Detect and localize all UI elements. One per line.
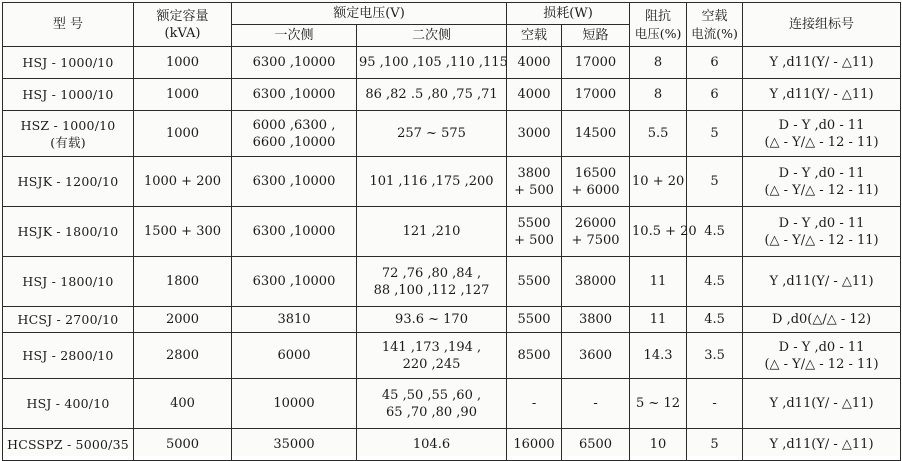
cell-short-loss — [562, 207, 630, 257]
cell-primary-voltage — [232, 157, 357, 207]
cell-vector-group-line: D - Y ,d0 - 11 — [778, 117, 865, 133]
cell-vector-group-line: (△ - Y/△ - 12 - 11) — [764, 134, 879, 150]
cell-model-line: HSJ - 1000/10 — [22, 87, 114, 102]
cell-primary-voltage-line: 6300 ,10000 — [252, 55, 336, 70]
header-noload-current — [687, 3, 743, 47]
cell-model-line: HSZ - 1000/10 — [20, 117, 116, 133]
cell-vector-group — [743, 157, 901, 207]
cell-impedance-line: 5 ~ 12 — [636, 396, 681, 411]
cell-short-loss-line: 16500 — [574, 165, 617, 181]
cell-noload-current — [687, 157, 743, 207]
cell-secondary-voltage-line: 101 ,116 ,175 ,200 — [369, 174, 494, 189]
cell-model-line: (有载) — [50, 134, 86, 150]
cell-noload-loss-line: 3800 — [517, 165, 551, 181]
cell-primary-voltage-line: 6600 ,10000 — [252, 134, 336, 150]
cell-primary-voltage-line: 35000 — [273, 437, 315, 452]
cell-primary-voltage — [232, 47, 357, 79]
cell-noload-loss-line: 3000 — [517, 126, 551, 141]
cell-noload-loss — [507, 379, 562, 429]
cell-primary-voltage — [232, 379, 357, 429]
cell-noload-current — [687, 257, 743, 307]
cell-impedance — [630, 379, 687, 429]
cell-vector-group — [743, 307, 901, 333]
cell-short-loss-line: + 7500 — [571, 232, 620, 248]
cell-model — [3, 47, 134, 79]
cell-vector-group-line: Y ,d11(Y/ - △11) — [769, 437, 874, 452]
table-row — [3, 307, 901, 333]
cell-capacity-line: 2000 — [165, 312, 200, 327]
header-loss-short-label: 短路 — [582, 28, 609, 43]
cell-noload-loss-line: 16000 — [513, 437, 555, 452]
cell-primary-voltage-line: 6300 ,10000 — [252, 87, 336, 102]
cell-vector-group — [743, 111, 901, 157]
table-row — [3, 207, 901, 257]
cell-impedance-line: 10 + 20 — [632, 174, 685, 189]
cell-secondary-voltage-line: 72 ,76 ,80 ,84 , — [381, 265, 482, 281]
cell-secondary-voltage — [357, 157, 507, 207]
cell-noload-current — [687, 307, 743, 333]
cell-short-loss — [562, 111, 630, 157]
cell-noload-current — [687, 379, 743, 429]
cell-capacity — [134, 207, 232, 257]
cell-vector-group-line: Y ,d11(Y/ - △11) — [769, 87, 874, 102]
table-row — [3, 429, 901, 461]
cell-vector-group — [743, 47, 901, 79]
cell-secondary-voltage-line: 104.6 — [412, 437, 451, 452]
cell-impedance-line: 11 — [649, 312, 667, 327]
cell-noload-current-line: 6 — [710, 87, 719, 102]
cell-vector-group — [743, 429, 901, 461]
cell-model — [3, 257, 134, 307]
table-row — [3, 379, 901, 429]
cell-impedance-line: 8 — [653, 87, 663, 102]
cell-capacity — [134, 157, 232, 207]
cell-noload-loss-line: 5500 — [517, 312, 551, 327]
cell-noload-current — [687, 79, 743, 111]
cell-model — [3, 79, 134, 111]
table-row — [3, 333, 901, 379]
cell-noload-loss — [507, 111, 562, 157]
cell-vector-group-line: D - Y ,d0 - 11 — [778, 165, 865, 181]
cell-short-loss-line: + 6000 — [571, 182, 620, 198]
cell-short-loss — [562, 257, 630, 307]
cell-capacity-line: 1000 — [165, 126, 200, 141]
table-row — [3, 79, 901, 111]
cell-noload-current-line: 5 — [710, 437, 719, 452]
cell-vector-group-line: Y ,d11(Y/ - △11) — [769, 55, 874, 70]
cell-vector-group — [743, 207, 901, 257]
cell-noload-loss-line: 8500 — [517, 348, 551, 363]
cell-capacity-line: 1500 + 300 — [143, 224, 222, 239]
cell-noload-current — [687, 333, 743, 379]
cell-model — [3, 379, 134, 429]
cell-impedance-line: 14.3 — [643, 348, 673, 363]
cell-capacity — [134, 307, 232, 333]
header-voltage-secondary-label: 二次侧 — [412, 28, 452, 43]
cell-short-loss-line: 17000 — [574, 55, 617, 70]
cell-capacity — [134, 111, 232, 157]
header-vector-group-label: 连接组标号 — [789, 17, 855, 32]
cell-short-loss-line: 17000 — [574, 87, 617, 102]
cell-secondary-voltage — [357, 333, 507, 379]
cell-short-loss — [562, 333, 630, 379]
cell-noload-loss — [507, 79, 562, 111]
cell-noload-current — [687, 47, 743, 79]
cell-capacity-line: 1000 + 200 — [143, 174, 222, 189]
cell-capacity — [134, 79, 232, 111]
header-loss-label: 损耗(W) — [543, 6, 593, 21]
cell-capacity-line: 1000 — [165, 87, 200, 102]
cell-vector-group — [743, 79, 901, 111]
cell-vector-group-line: D ,d0(△/△ - 12) — [772, 312, 872, 327]
cell-capacity-line: 400 — [170, 396, 195, 411]
cell-impedance — [630, 79, 687, 111]
cell-primary-voltage-line: 6300 ,10000 — [252, 224, 336, 239]
cell-capacity — [134, 333, 232, 379]
cell-secondary-voltage-line: 45 ,50 ,55 ,60 , — [381, 387, 482, 403]
cell-impedance — [630, 207, 697, 257]
cell-impedance — [630, 157, 687, 207]
header-loss — [507, 3, 630, 25]
cell-noload-current — [687, 429, 743, 461]
cell-noload-current-line: - — [712, 396, 717, 411]
cell-noload-current-line: 3.5 — [704, 348, 725, 363]
cell-capacity — [134, 429, 232, 461]
cell-vector-group — [743, 333, 901, 379]
header-impedance-line2: 电压(%) — [634, 25, 682, 41]
table-body — [3, 47, 901, 461]
cell-secondary-voltage — [357, 79, 507, 111]
cell-noload-current-line: 4.5 — [704, 274, 725, 289]
cell-noload-loss — [507, 333, 562, 379]
cell-short-loss — [562, 379, 630, 429]
cell-vector-group — [743, 257, 901, 307]
cell-primary-voltage — [232, 207, 357, 257]
cell-model — [3, 333, 134, 379]
cell-short-loss-line: - — [593, 396, 598, 411]
cell-primary-voltage-line: 6000 ,6300 , — [252, 117, 336, 133]
cell-short-loss — [562, 47, 630, 79]
cell-secondary-voltage — [357, 257, 507, 307]
cell-secondary-voltage-line: 86 ,82 .5 ,80 ,75 ,71 — [365, 87, 498, 102]
header-voltage-primary-label: 一次侧 — [274, 28, 314, 43]
cell-model — [3, 207, 134, 257]
cell-impedance-line: 5.5 — [647, 126, 669, 141]
cell-secondary-voltage-line: 121 ,210 — [402, 224, 461, 239]
cell-vector-group — [743, 379, 901, 429]
header-model-label: 型 号 — [52, 17, 84, 32]
cell-short-loss-line: 14500 — [574, 126, 617, 141]
cell-primary-voltage — [232, 333, 357, 379]
transformer-spec-table — [2, 2, 901, 461]
cell-model-line: HSJK - 1800/10 — [17, 224, 119, 239]
cell-primary-voltage — [232, 307, 357, 333]
cell-model — [3, 157, 134, 207]
header-loss-short — [562, 25, 630, 47]
cell-model-line: HSJ - 400/10 — [26, 396, 110, 411]
cell-capacity-line: 1800 — [165, 274, 200, 289]
cell-noload-loss-line: + 500 — [514, 232, 554, 248]
cell-model — [3, 111, 134, 157]
cell-noload-current-line: 5 — [710, 174, 719, 189]
cell-noload-current-line: 6 — [710, 55, 719, 70]
cell-noload-loss-line: 5500 — [517, 274, 551, 289]
cell-noload-loss — [507, 47, 562, 79]
cell-noload-loss — [507, 157, 562, 207]
table-row — [3, 111, 901, 157]
cell-impedance-line: 8 — [653, 55, 663, 70]
cell-model-line: HSJ - 2800/10 — [22, 348, 114, 363]
cell-capacity-line: 1000 — [165, 55, 200, 70]
cell-short-loss-line: 26000 — [574, 215, 617, 231]
cell-noload-current-line: 4.5 — [704, 224, 725, 239]
header-capacity-line2: (kVA) — [164, 25, 201, 41]
header-impedance-line1: 阻抗 — [645, 8, 672, 24]
cell-impedance — [630, 257, 687, 307]
cell-secondary-voltage — [357, 307, 507, 333]
cell-noload-loss-line: + 500 — [514, 182, 554, 198]
header-voltage-secondary — [357, 25, 507, 47]
cell-impedance — [630, 47, 687, 79]
cell-primary-voltage-line: 6300 ,10000 — [252, 174, 336, 189]
cell-noload-loss — [507, 307, 562, 333]
cell-primary-voltage — [232, 79, 357, 111]
cell-primary-voltage — [232, 111, 357, 157]
header-capacity-line1: 额定容量 — [156, 8, 209, 24]
cell-vector-group-line: D - Y ,d0 - 11 — [778, 215, 865, 231]
table-row — [3, 157, 901, 207]
cell-capacity-line: 5000 — [165, 437, 200, 452]
cell-secondary-voltage-line: 95 ,100 ,105 ,110 ,115 — [359, 55, 508, 70]
cell-short-loss — [562, 307, 630, 333]
cell-capacity — [134, 257, 232, 307]
cell-model-line: HSJ - 1800/10 — [22, 274, 114, 289]
cell-secondary-voltage — [357, 47, 507, 79]
header-vector-group — [743, 3, 901, 47]
cell-secondary-voltage — [357, 111, 507, 157]
cell-impedance — [630, 429, 687, 461]
cell-secondary-voltage-line: 93.6 ~ 170 — [395, 312, 468, 327]
cell-vector-group-line: (△ - Y/△ - 12 - 11) — [764, 356, 879, 372]
cell-model-line: HSJK - 1200/10 — [17, 174, 119, 189]
cell-impedance-line: 10.5 + 20 — [632, 224, 697, 239]
cell-primary-voltage — [232, 429, 357, 461]
header-capacity — [134, 3, 232, 47]
cell-capacity-line: 2800 — [165, 348, 200, 363]
header-model — [3, 3, 134, 47]
cell-noload-loss — [507, 257, 562, 307]
cell-impedance — [630, 307, 687, 333]
cell-secondary-voltage — [357, 207, 507, 257]
cell-primary-voltage-line: 10000 — [273, 396, 315, 411]
cell-vector-group-line: Y ,d11(Y/ - △11) — [769, 274, 874, 289]
header-voltage-primary — [232, 25, 357, 47]
cell-impedance-line: 10 — [649, 437, 667, 452]
cell-secondary-voltage-line: 141 ,173 ,194 , — [381, 339, 482, 355]
cell-capacity — [134, 47, 232, 79]
cell-impedance — [630, 333, 687, 379]
cell-noload-loss-line: 4000 — [517, 55, 551, 70]
cell-vector-group-line: D - Y ,d0 - 11 — [778, 339, 865, 355]
cell-model-line: HSJ - 1000/10 — [22, 55, 114, 70]
table-header — [3, 3, 901, 47]
cell-secondary-voltage-line: 220 ,245 — [402, 356, 461, 372]
cell-noload-current-line: 5 — [710, 126, 719, 141]
cell-noload-current-line: 4.5 — [704, 312, 725, 327]
cell-capacity — [134, 379, 232, 429]
cell-secondary-voltage — [357, 379, 507, 429]
cell-secondary-voltage-line: 88 ,100 ,112 ,127 — [373, 282, 490, 298]
cell-impedance-line: 11 — [649, 274, 667, 289]
header-loss-noload-label: 空载 — [521, 28, 548, 43]
header-noload-current-line2: 电流(%) — [691, 25, 738, 41]
cell-model — [3, 429, 134, 461]
header-voltage — [232, 3, 507, 25]
header-loss-noload — [507, 25, 562, 47]
header-noload-current-line1: 空载 — [701, 8, 728, 24]
cell-model-line: HCSJ - 2700/10 — [17, 312, 119, 327]
cell-noload-loss-line: 5500 — [517, 215, 551, 231]
cell-secondary-voltage-line: 65 ,70 ,80 ,90 — [386, 404, 477, 420]
header-impedance — [630, 3, 687, 47]
cell-short-loss-line: 38000 — [574, 274, 617, 289]
cell-secondary-voltage — [357, 429, 507, 461]
cell-noload-loss-line: 4000 — [517, 87, 551, 102]
cell-primary-voltage-line: 6000 — [277, 348, 311, 363]
table-row — [3, 257, 901, 307]
cell-noload-loss — [507, 429, 562, 461]
cell-short-loss-line: 3800 — [578, 312, 613, 327]
cell-vector-group-line: (△ - Y/△ - 12 - 11) — [764, 232, 879, 248]
table-row — [3, 47, 901, 79]
header-voltage-label: 额定电压(V) — [333, 6, 405, 21]
cell-primary-voltage — [232, 257, 357, 307]
cell-impedance — [630, 111, 687, 157]
cell-noload-current — [687, 111, 743, 157]
cell-vector-group-line: (△ - Y/△ - 12 - 11) — [764, 182, 879, 198]
cell-short-loss-line: 6500 — [578, 437, 613, 452]
cell-model — [3, 307, 134, 333]
cell-short-loss — [562, 429, 630, 461]
cell-model-line: HCSSPZ - 5000/35 — [7, 437, 129, 452]
cell-noload-loss — [507, 207, 562, 257]
cell-primary-voltage-line: 3810 — [277, 312, 311, 327]
cell-short-loss — [562, 79, 630, 111]
cell-short-loss-line: 3600 — [578, 348, 613, 363]
cell-short-loss — [562, 157, 630, 207]
cell-secondary-voltage-line: 257 ~ 575 — [397, 126, 466, 141]
cell-noload-loss-line: - — [531, 396, 537, 411]
cell-vector-group-line: Y ,d11(Y/ - △11) — [769, 396, 874, 411]
cell-primary-voltage-line: 6300 ,10000 — [252, 274, 336, 289]
